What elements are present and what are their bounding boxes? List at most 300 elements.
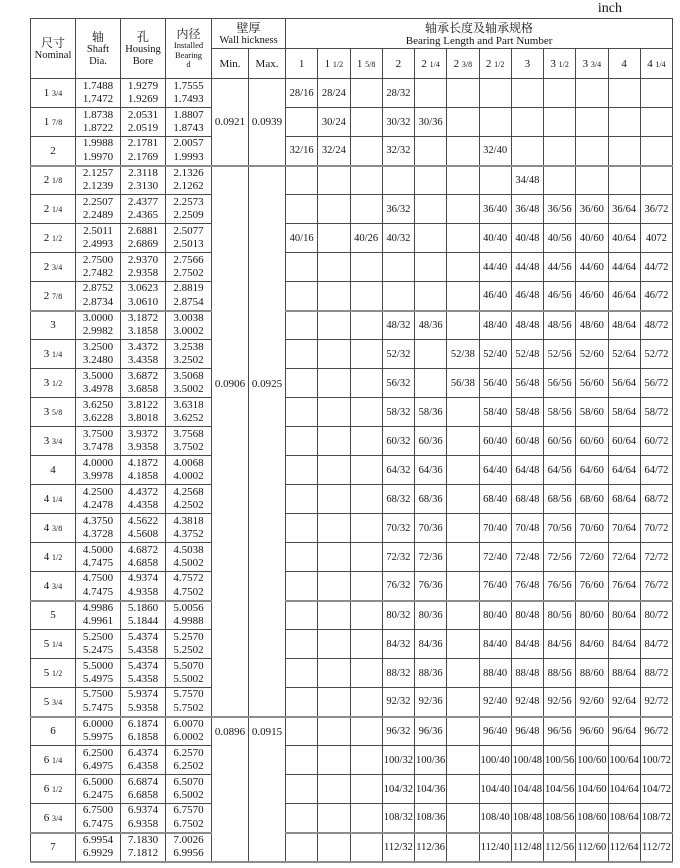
part-number-cell [318, 456, 350, 485]
table-row [31, 224, 673, 253]
table-body [31, 79, 673, 862]
part-number-cell: 64/36 [415, 456, 447, 485]
shaft-cell: 6.0000 5.9975 [76, 717, 121, 746]
nominal-cell: 4 [31, 456, 76, 485]
housing-cell: 1.9279 1.9269 [121, 79, 166, 108]
part-number-cell [286, 659, 318, 688]
table-row [31, 543, 673, 572]
part-number-cell: 68/40 [479, 485, 511, 514]
part-number-cell [350, 543, 382, 572]
nominal-cell: 3 [31, 311, 76, 340]
part-number-cell [350, 630, 382, 659]
installed-cell: 2.1326 2.1262 [166, 166, 212, 195]
col-header-length-9: 3 3/4 [576, 49, 608, 79]
wall-max-cell: 0.0939 [249, 79, 286, 166]
table-row [31, 137, 673, 166]
part-number-cell: 92/72 [640, 688, 672, 717]
shaft-cell: 3.2500 3.2480 [76, 340, 121, 369]
part-number-cell [286, 427, 318, 456]
nominal-cell: 3 1/2 [31, 369, 76, 398]
nominal-cell: 4 3/8 [31, 514, 76, 543]
part-number-cell [286, 369, 318, 398]
part-number-cell [286, 456, 318, 485]
part-number-cell [576, 79, 608, 108]
part-number-cell [544, 79, 576, 108]
part-number-cell: 68/56 [544, 485, 576, 514]
housing-cell: 6.9374 6.9358 [121, 804, 166, 833]
part-number-cell: 72/64 [608, 543, 640, 572]
housing-cell: 3.9372 3.9358 [121, 427, 166, 456]
part-number-cell: 76/48 [511, 572, 543, 601]
part-number-cell [350, 427, 382, 456]
part-number-cell: 46/72 [640, 282, 672, 311]
part-number-cell: 80/64 [608, 601, 640, 630]
part-number-cell: 88/56 [544, 659, 576, 688]
table-row [31, 282, 673, 311]
part-number-cell: 52/48 [511, 340, 543, 369]
shaft-cell: 3.6250 3.6228 [76, 398, 121, 427]
part-number-cell: 64/40 [479, 456, 511, 485]
part-number-cell: 68/36 [415, 485, 447, 514]
part-number-cell [447, 456, 479, 485]
part-number-cell [350, 485, 382, 514]
shaft-cell: 6.5000 6.2475 [76, 775, 121, 804]
housing-cell: 6.1874 6.1858 [121, 717, 166, 746]
table-row [31, 108, 673, 137]
part-number-cell: 76/60 [576, 572, 608, 601]
part-number-cell: 80/48 [511, 601, 543, 630]
part-number-cell: 70/64 [608, 514, 640, 543]
part-number-cell: 56/32 [382, 369, 414, 398]
part-number-cell [447, 630, 479, 659]
col-header-length-3: 2 [382, 49, 414, 79]
housing-cell: 4.1872 4.1858 [121, 456, 166, 485]
part-number-cell: 70/60 [576, 514, 608, 543]
part-number-cell: 104/60 [576, 775, 608, 804]
part-number-cell: 84/32 [382, 630, 414, 659]
part-number-cell: 4072 [640, 224, 672, 253]
part-number-cell: 84/40 [479, 630, 511, 659]
installed-cell: 1.8807 1.8743 [166, 108, 212, 137]
part-number-cell: 56/56 [544, 369, 576, 398]
col-header-min: Min. [212, 49, 249, 79]
part-number-cell: 108/72 [640, 804, 672, 833]
part-number-cell: 60/60 [576, 427, 608, 456]
part-number-cell: 48/36 [415, 311, 447, 340]
shaft-cell: 2.2507 2.2489 [76, 195, 121, 224]
part-number-cell: 84/60 [576, 630, 608, 659]
part-number-cell: 100/72 [640, 746, 672, 775]
part-number-cell: 30/32 [382, 108, 414, 137]
part-number-cell: 72/56 [544, 543, 576, 572]
housing-cell: 3.6872 3.6858 [121, 369, 166, 398]
col-header-nominal: 尺寸 Nominal [31, 19, 76, 79]
part-number-cell [286, 717, 318, 746]
part-number-cell: 52/72 [640, 340, 672, 369]
part-number-cell: 76/72 [640, 572, 672, 601]
part-number-cell: 72/48 [511, 543, 543, 572]
part-number-cell: 100/40 [479, 746, 511, 775]
col-header-length-10: 4 [608, 49, 640, 79]
part-number-cell: 52/38 [447, 340, 479, 369]
installed-cell: 4.3818 4.3752 [166, 514, 212, 543]
part-number-cell: 58/32 [382, 398, 414, 427]
col-header-length-2: 1 5/8 [350, 49, 382, 79]
wall-max-cell: 0.0915 [249, 717, 286, 862]
part-number-cell: 52/64 [608, 340, 640, 369]
part-number-cell: 30/24 [318, 108, 350, 137]
part-number-cell: 76/32 [382, 572, 414, 601]
part-number-cell [511, 137, 543, 166]
shaft-cell: 1.7488 1.7472 [76, 79, 121, 108]
part-number-cell [479, 79, 511, 108]
part-number-cell: 56/64 [608, 369, 640, 398]
part-number-cell: 32/24 [318, 137, 350, 166]
part-number-cell [447, 427, 479, 456]
part-number-cell: 70/36 [415, 514, 447, 543]
part-number-cell: 108/48 [511, 804, 543, 833]
part-number-cell: 44/48 [511, 253, 543, 282]
table-row [31, 804, 673, 833]
part-number-cell: 112/32 [382, 833, 414, 862]
part-number-cell: 48/64 [608, 311, 640, 340]
part-number-cell: 58/60 [576, 398, 608, 427]
nominal-cell: 6 3/4 [31, 804, 76, 833]
part-number-cell [350, 775, 382, 804]
installed-cell: 3.7568 3.7502 [166, 427, 212, 456]
part-number-cell [608, 108, 640, 137]
part-number-cell [447, 572, 479, 601]
shaft-cell: 4.0000 3.9978 [76, 456, 121, 485]
part-number-cell [415, 369, 447, 398]
unit-label: inch [597, 1, 622, 16]
part-number-cell: 104/36 [415, 775, 447, 804]
col-header-shaft: 轴 Shaft Dia. [76, 19, 121, 79]
part-number-cell [286, 601, 318, 630]
housing-cell: 4.6872 4.6858 [121, 543, 166, 572]
part-number-cell: 44/56 [544, 253, 576, 282]
housing-cell: 3.0623 3.0610 [121, 282, 166, 311]
part-number-cell: 108/32 [382, 804, 414, 833]
part-number-cell: 104/72 [640, 775, 672, 804]
part-number-cell [350, 514, 382, 543]
part-number-cell: 72/36 [415, 543, 447, 572]
table-row [31, 398, 673, 427]
part-number-cell: 68/60 [576, 485, 608, 514]
installed-cell: 4.5038 4.5002 [166, 543, 212, 572]
part-number-cell [318, 195, 350, 224]
part-number-cell: 96/64 [608, 717, 640, 746]
col-header-length-1: 1 1/2 [318, 49, 350, 79]
part-number-cell [415, 195, 447, 224]
part-number-cell [640, 166, 672, 195]
part-number-cell [447, 195, 479, 224]
part-number-cell: 92/56 [544, 688, 576, 717]
part-number-cell: 44/72 [640, 253, 672, 282]
shaft-cell: 4.2500 4.2478 [76, 485, 121, 514]
shaft-cell: 4.9986 4.9961 [76, 601, 121, 630]
installed-cell: 4.0068 4.0002 [166, 456, 212, 485]
part-number-cell [350, 688, 382, 717]
nominal-cell: 2 1/8 [31, 166, 76, 195]
part-number-cell: 68/48 [511, 485, 543, 514]
part-number-cell: 72/32 [382, 543, 414, 572]
part-number-cell: 28/32 [382, 79, 414, 108]
part-number-cell: 80/72 [640, 601, 672, 630]
wall-min-cell: 0.0896 [212, 717, 249, 862]
part-number-cell: 92/48 [511, 688, 543, 717]
part-number-cell [608, 166, 640, 195]
part-number-cell [318, 514, 350, 543]
part-number-cell: 30/36 [415, 108, 447, 137]
part-number-cell [544, 108, 576, 137]
part-number-cell: 68/32 [382, 485, 414, 514]
part-number-cell: 36/72 [640, 195, 672, 224]
part-number-cell [286, 195, 318, 224]
shaft-cell: 2.8752 2.8734 [76, 282, 121, 311]
part-number-cell [286, 688, 318, 717]
part-number-cell: 48/56 [544, 311, 576, 340]
part-number-cell [318, 166, 350, 195]
table-row [31, 572, 673, 601]
part-number-cell: 44/64 [608, 253, 640, 282]
part-number-cell: 46/40 [479, 282, 511, 311]
part-number-cell [576, 108, 608, 137]
part-number-cell [318, 804, 350, 833]
part-number-cell [350, 456, 382, 485]
part-number-cell [350, 659, 382, 688]
part-number-cell [447, 311, 479, 340]
part-number-cell: 70/56 [544, 514, 576, 543]
table-row [31, 630, 673, 659]
part-number-cell: 32/40 [479, 137, 511, 166]
part-number-cell: 60/40 [479, 427, 511, 456]
part-number-cell: 68/72 [640, 485, 672, 514]
part-number-cell [447, 253, 479, 282]
part-number-cell [447, 485, 479, 514]
part-number-cell [447, 659, 479, 688]
installed-cell: 5.5070 5.5002 [166, 659, 212, 688]
part-number-cell [576, 166, 608, 195]
part-number-cell: 40/60 [576, 224, 608, 253]
table-row [31, 514, 673, 543]
part-number-cell [447, 717, 479, 746]
part-number-cell [415, 224, 447, 253]
part-number-cell: 112/48 [511, 833, 543, 862]
part-number-cell: 96/36 [415, 717, 447, 746]
part-number-cell: 88/40 [479, 659, 511, 688]
shaft-cell: 5.5000 5.4975 [76, 659, 121, 688]
nominal-cell: 5 1/4 [31, 630, 76, 659]
nominal-cell: 7 [31, 833, 76, 862]
part-number-cell [640, 79, 672, 108]
col-header-max: Max. [249, 49, 286, 79]
part-number-cell: 40/48 [511, 224, 543, 253]
installed-cell: 5.2570 5.2502 [166, 630, 212, 659]
part-number-cell [350, 137, 382, 166]
part-number-cell: 92/64 [608, 688, 640, 717]
part-number-cell: 76/64 [608, 572, 640, 601]
installed-cell: 2.7566 2.7502 [166, 253, 212, 282]
col-header-length-7: 3 [511, 49, 543, 79]
nominal-cell: 4 3/4 [31, 572, 76, 601]
installed-cell: 3.5068 3.5002 [166, 369, 212, 398]
part-number-cell: 32/16 [286, 137, 318, 166]
part-number-cell: 76/56 [544, 572, 576, 601]
part-number-cell [544, 137, 576, 166]
part-number-cell: 56/72 [640, 369, 672, 398]
shaft-cell: 4.7500 4.7475 [76, 572, 121, 601]
part-number-cell [350, 804, 382, 833]
part-number-cell: 68/64 [608, 485, 640, 514]
part-number-cell: 64/56 [544, 456, 576, 485]
part-number-cell [318, 427, 350, 456]
part-number-cell [350, 166, 382, 195]
part-number-cell: 96/40 [479, 717, 511, 746]
housing-cell: 2.1781 2.1769 [121, 137, 166, 166]
part-number-cell [479, 108, 511, 137]
nominal-cell: 2 1/2 [31, 224, 76, 253]
nominal-cell: 4 1/4 [31, 485, 76, 514]
part-number-cell: 64/48 [511, 456, 543, 485]
part-number-cell: 80/36 [415, 601, 447, 630]
nominal-cell: 1 7/8 [31, 108, 76, 137]
part-number-cell: 40/64 [608, 224, 640, 253]
part-number-cell: 40/26 [350, 224, 382, 253]
nominal-cell: 5 3/4 [31, 688, 76, 717]
part-number-cell [318, 253, 350, 282]
part-number-cell: 96/48 [511, 717, 543, 746]
part-number-cell [415, 340, 447, 369]
shaft-cell: 4.3750 4.3728 [76, 514, 121, 543]
part-number-cell: 100/48 [511, 746, 543, 775]
shaft-cell: 5.2500 5.2475 [76, 630, 121, 659]
part-number-cell: 70/48 [511, 514, 543, 543]
nominal-cell: 5 1/2 [31, 659, 76, 688]
part-number-cell: 48/72 [640, 311, 672, 340]
part-number-cell [350, 195, 382, 224]
part-number-cell: 36/32 [382, 195, 414, 224]
part-number-cell [318, 746, 350, 775]
part-number-cell: 52/56 [544, 340, 576, 369]
part-number-cell: 28/24 [318, 79, 350, 108]
part-number-cell: 56/60 [576, 369, 608, 398]
part-number-cell: 64/60 [576, 456, 608, 485]
part-number-cell [511, 79, 543, 108]
part-number-cell [382, 253, 414, 282]
part-number-cell: 96/32 [382, 717, 414, 746]
table-row [31, 833, 673, 862]
shaft-cell: 2.5011 2.4993 [76, 224, 121, 253]
housing-cell: 2.6881 2.6869 [121, 224, 166, 253]
part-number-cell: 80/60 [576, 601, 608, 630]
part-number-cell [286, 166, 318, 195]
part-number-cell [447, 398, 479, 427]
part-number-cell: 72/40 [479, 543, 511, 572]
shaft-cell: 3.0000 2.9982 [76, 311, 121, 340]
part-number-cell: 100/32 [382, 746, 414, 775]
part-number-cell: 112/56 [544, 833, 576, 862]
part-number-cell [415, 282, 447, 311]
part-number-cell [286, 804, 318, 833]
part-number-cell: 52/32 [382, 340, 414, 369]
part-number-cell: 58/36 [415, 398, 447, 427]
part-number-cell [608, 79, 640, 108]
part-number-cell: 92/40 [479, 688, 511, 717]
shaft-cell: 6.2500 6.4975 [76, 746, 121, 775]
table-row [31, 253, 673, 282]
part-number-cell: 80/56 [544, 601, 576, 630]
bearing-spec-table [30, 18, 673, 863]
part-number-cell [286, 543, 318, 572]
installed-cell: 7.0026 6.9956 [166, 833, 212, 862]
part-number-cell [447, 601, 479, 630]
installed-cell: 6.0070 6.0002 [166, 717, 212, 746]
part-number-cell [286, 253, 318, 282]
part-number-cell: 46/64 [608, 282, 640, 311]
col-header-length-6: 2 1/2 [479, 49, 511, 79]
part-number-cell: 64/64 [608, 456, 640, 485]
part-number-cell: 58/48 [511, 398, 543, 427]
shaft-cell: 6.7500 6.7475 [76, 804, 121, 833]
installed-cell: 5.0056 4.9988 [166, 601, 212, 630]
table-row [31, 369, 673, 398]
housing-cell: 2.9370 2.9358 [121, 253, 166, 282]
part-number-cell: 76/40 [479, 572, 511, 601]
part-number-cell: 40/16 [286, 224, 318, 253]
installed-cell: 5.7570 5.7502 [166, 688, 212, 717]
installed-cell: 3.0038 3.0002 [166, 311, 212, 340]
part-number-cell: 112/64 [608, 833, 640, 862]
nominal-cell: 3 3/4 [31, 427, 76, 456]
part-number-cell [350, 398, 382, 427]
part-number-cell [608, 137, 640, 166]
part-number-cell: 100/36 [415, 746, 447, 775]
part-number-cell [318, 398, 350, 427]
part-number-cell: 36/40 [479, 195, 511, 224]
installed-cell: 2.0057 1.9993 [166, 137, 212, 166]
part-number-cell [350, 833, 382, 862]
shaft-cell: 3.7500 3.7478 [76, 427, 121, 456]
installed-cell: 6.2570 6.2502 [166, 746, 212, 775]
installed-cell: 4.2568 4.2502 [166, 485, 212, 514]
part-number-cell: 60/56 [544, 427, 576, 456]
part-number-cell [350, 282, 382, 311]
part-number-cell: 96/60 [576, 717, 608, 746]
part-number-cell: 84/72 [640, 630, 672, 659]
part-number-cell: 44/60 [576, 253, 608, 282]
housing-cell: 6.6874 6.6858 [121, 775, 166, 804]
nominal-cell: 3 5/8 [31, 398, 76, 427]
part-number-cell: 112/36 [415, 833, 447, 862]
table-row [31, 717, 673, 746]
part-number-cell: 88/48 [511, 659, 543, 688]
nominal-cell: 3 1/4 [31, 340, 76, 369]
part-number-cell: 84/36 [415, 630, 447, 659]
part-number-cell: 80/40 [479, 601, 511, 630]
part-number-cell: 100/56 [544, 746, 576, 775]
part-number-cell [318, 543, 350, 572]
installed-cell: 3.6318 3.6252 [166, 398, 212, 427]
shaft-cell: 6.9954 6.9929 [76, 833, 121, 862]
table-row [31, 166, 673, 195]
housing-cell: 5.1860 5.1844 [121, 601, 166, 630]
part-number-cell: 104/40 [479, 775, 511, 804]
part-number-cell [576, 137, 608, 166]
part-number-cell: 88/36 [415, 659, 447, 688]
col-header-length-8: 3 1/2 [544, 49, 576, 79]
part-number-cell [286, 775, 318, 804]
